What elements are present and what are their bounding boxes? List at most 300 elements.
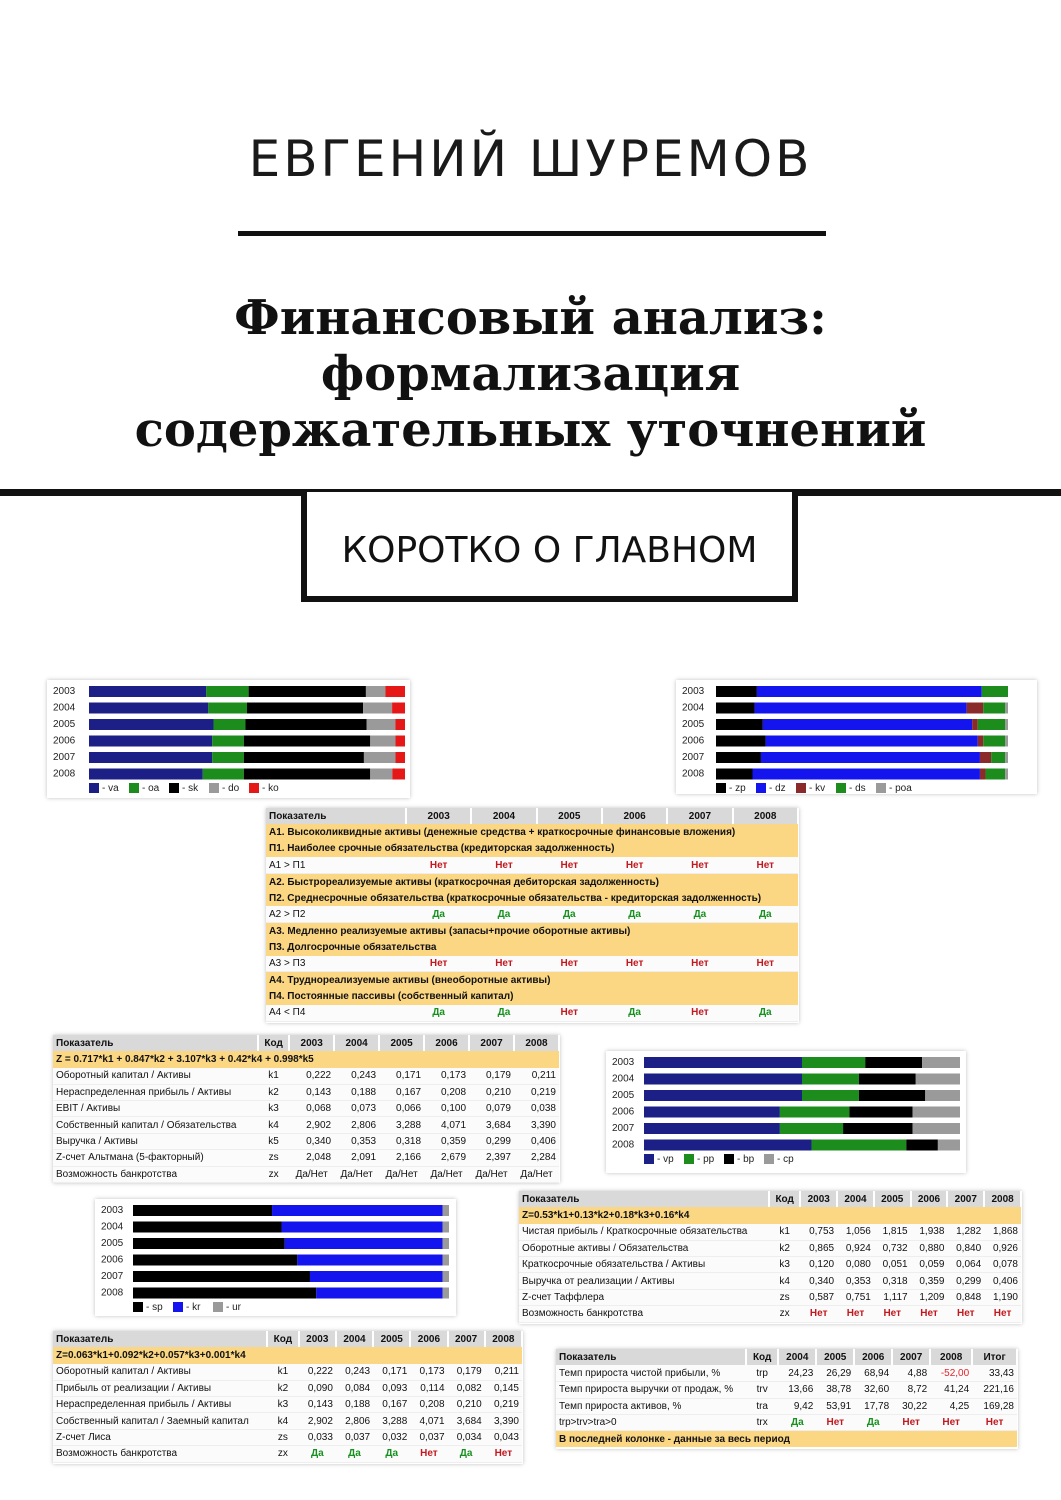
legend-label: - zp — [729, 783, 746, 794]
table-cell: Нет — [984, 1306, 1021, 1322]
bar-segment-vp — [644, 1057, 802, 1068]
table-cell: Выручка от реализации / Активы — [519, 1273, 769, 1289]
table-cell: П3. Долгосрочные обязательства — [266, 939, 798, 955]
column-header: Код — [769, 1191, 800, 1207]
bar-segment-dz — [755, 703, 967, 714]
bar-segment-va — [89, 703, 208, 714]
highlight-row — [556, 1431, 1017, 1447]
table-cell: Нет — [471, 956, 536, 972]
table-header-row — [266, 808, 798, 824]
table-cell: Нет — [406, 857, 471, 873]
table-cell: Темп прироста активов, % — [556, 1398, 746, 1414]
table-cell: 3,288 — [379, 1117, 424, 1133]
table-cell: 0,299 — [469, 1133, 514, 1149]
bar-segment-bp — [859, 1074, 916, 1085]
table-cell: 3,684 — [469, 1117, 514, 1133]
bar-segment-ko — [396, 752, 405, 763]
table-cell: 4,071 — [424, 1117, 469, 1133]
legend-swatch — [249, 783, 259, 793]
table-cell: k1 — [267, 1364, 299, 1380]
table-cell: 2,166 — [379, 1150, 424, 1166]
table-header-row — [53, 1035, 559, 1051]
table-cell: trp>trv>tra>0 — [556, 1415, 746, 1431]
column-header: Код — [746, 1349, 778, 1365]
highlight-row — [266, 923, 798, 939]
table-cell: Нет — [930, 1415, 972, 1431]
table-cell: Нет — [537, 1005, 602, 1021]
liquidity-table-panel — [266, 808, 799, 1023]
bar-segment-oa — [213, 719, 245, 730]
title-line: содержательных уточнений — [134, 402, 927, 458]
bar-segment-zp — [716, 736, 766, 747]
title-line: Финансовый анализ: — [234, 290, 827, 346]
legend-label: - bp — [737, 1154, 755, 1165]
bar-segment-sp — [133, 1271, 310, 1282]
table-cell: Нет — [602, 956, 667, 972]
column-header: 2005 — [373, 1331, 410, 1347]
table-cell: 4,88 — [892, 1365, 930, 1381]
table-cell: k2 — [769, 1240, 800, 1256]
column-header: 2007 — [448, 1331, 485, 1347]
table-cell: 0,865 — [800, 1240, 837, 1256]
bar-segment-ur — [443, 1288, 449, 1299]
bar-segment-kv — [980, 769, 986, 780]
bar-segment-oa — [212, 736, 244, 747]
growth-table — [556, 1349, 1018, 1447]
legend-swatch — [724, 1154, 734, 1164]
highlight-row — [266, 841, 798, 857]
table-cell: 0,033 — [299, 1429, 336, 1445]
table-cell: Оборотный капитал / Активы — [53, 1364, 267, 1380]
bar-segment-do — [370, 736, 395, 747]
legend-label: - oa — [142, 783, 160, 794]
bar-segment-va — [89, 719, 213, 730]
chart-liabilities-structure — [606, 1051, 966, 1173]
table-cell: 0,243 — [336, 1364, 373, 1380]
table-cell: 0,406 — [514, 1133, 559, 1149]
table-cell: 0,587 — [800, 1289, 837, 1305]
table-cell: 0,210 — [448, 1397, 485, 1413]
legend-label: - pp — [697, 1154, 715, 1165]
table-cell: 0,219 — [485, 1397, 522, 1413]
table-row — [53, 1446, 522, 1462]
category-label: 2008 — [101, 1287, 124, 1299]
column-header: 2006 — [911, 1191, 948, 1207]
table-cell: 0,359 — [424, 1133, 469, 1149]
bar-segment-do — [367, 719, 396, 730]
table-cell: Нет — [410, 1446, 447, 1462]
table-row — [519, 1273, 1021, 1289]
title-line: формализация — [320, 346, 741, 402]
bar-segment-vp — [644, 1074, 802, 1085]
table-row — [53, 1413, 522, 1429]
legend-swatch — [644, 1154, 654, 1164]
table-cell: 0,038 — [514, 1101, 559, 1117]
table-cell: 41,24 — [930, 1382, 972, 1398]
table-cell: Да — [602, 1005, 667, 1021]
table-cell: 1,117 — [874, 1289, 911, 1305]
column-header: 2003 — [289, 1035, 334, 1051]
table-row — [53, 1101, 559, 1117]
table-cell: 3,390 — [485, 1413, 522, 1429]
table-cell: 53,91 — [816, 1398, 854, 1414]
table-cell: 1,209 — [911, 1289, 948, 1305]
bar-segment-zp — [716, 686, 757, 697]
bar-segment-ds — [983, 736, 1005, 747]
table-cell: k3 — [769, 1257, 800, 1273]
table-row — [53, 1166, 559, 1182]
table-cell: 0,208 — [424, 1084, 469, 1100]
legend-label: - sk — [182, 783, 199, 794]
bar-segment-vp — [644, 1140, 811, 1151]
table-row — [266, 1005, 798, 1021]
bar-segment-ds — [983, 703, 1005, 714]
category-label: 2008 — [612, 1139, 635, 1151]
column-header: Показатель — [53, 1331, 267, 1347]
table-cell: 0,032 — [373, 1429, 410, 1445]
table-cell: 0,211 — [485, 1364, 522, 1380]
table-cell: Да — [406, 1005, 471, 1021]
table-cell: Да/Нет — [514, 1166, 559, 1182]
lis-table — [53, 1331, 523, 1463]
legend-swatch — [129, 783, 139, 793]
table-cell: Z-счет Альтмана (5-факторный) — [53, 1150, 258, 1166]
table-cell: П1. Наиболее срочные обязательства (кредиторская задолженность) — [266, 841, 798, 857]
bar-segment-oa — [208, 703, 247, 714]
bar-segment-zp — [716, 703, 755, 714]
bar-segment-va — [89, 686, 206, 697]
table-cell: А2 > П2 — [266, 906, 406, 922]
highlight-row — [53, 1051, 559, 1067]
legend-swatch — [173, 1302, 183, 1312]
category-label: 2008 — [53, 768, 76, 780]
table-cell: 0,171 — [373, 1364, 410, 1380]
category-label: 2004 — [682, 702, 705, 714]
bar-segment-pp — [780, 1107, 850, 1118]
bar-segment-do — [366, 686, 386, 697]
bar-segment-kr — [297, 1255, 442, 1266]
taffler-table — [519, 1191, 1022, 1323]
table-cell: 9,42 — [778, 1398, 816, 1414]
legend-swatch — [716, 783, 726, 793]
table-cell: Да — [299, 1446, 336, 1462]
table-cell: 2,902 — [289, 1117, 334, 1133]
table-cell: k4 — [769, 1273, 800, 1289]
category-label: 2004 — [612, 1073, 635, 1085]
bar-segment-vp — [644, 1107, 780, 1118]
bar-segment-oa — [206, 686, 248, 697]
table-cell: trx — [746, 1415, 778, 1431]
table-cell: zx — [769, 1306, 800, 1322]
table-cell: Нет — [471, 857, 536, 873]
column-header: 2004 — [471, 808, 536, 824]
table-cell: 0,179 — [469, 1068, 514, 1084]
table-cell: 0,840 — [947, 1240, 984, 1256]
table-cell: Нет — [837, 1306, 874, 1322]
bar-segment-ur — [443, 1271, 449, 1282]
table-cell: 0,093 — [373, 1380, 410, 1396]
highlight-row — [266, 988, 798, 1004]
column-header: 2004 — [837, 1191, 874, 1207]
table-row — [556, 1415, 1017, 1431]
highlight-row — [266, 972, 798, 988]
table-row — [519, 1224, 1021, 1240]
table-cell: k4 — [258, 1117, 289, 1133]
legend-label: - ur — [226, 1302, 241, 1313]
growth-table-panel — [556, 1349, 1018, 1449]
table-cell: 0,064 — [947, 1257, 984, 1273]
table-cell: Да/Нет — [379, 1166, 424, 1182]
bar-segment-poa — [1005, 719, 1008, 730]
table-cell: Да/Нет — [424, 1166, 469, 1182]
bar-segment-dz — [766, 736, 978, 747]
table-cell: 0,043 — [485, 1429, 522, 1445]
table-cell: А1. Высоколиквидные активы (денежные средства + краткосрочные финансовые вложения) — [266, 824, 798, 840]
bar-segment-vp — [644, 1123, 780, 1134]
table-cell: Нераспределенная прибыль / Активы — [53, 1397, 267, 1413]
column-header: 2005 — [874, 1191, 911, 1207]
table-row — [53, 1380, 522, 1396]
category-label: 2003 — [682, 686, 705, 697]
table-cell: П2. Среднесрочные обязательства (краткосрочные обязательства - кредиторская задолженность) — [266, 890, 798, 906]
legend-label: - poa — [889, 783, 912, 794]
bar-segment-ko — [396, 736, 405, 747]
category-label: 2003 — [612, 1057, 635, 1068]
table-cell: Да — [602, 906, 667, 922]
table-cell: Краткосрочные обязательства / Активы — [519, 1257, 769, 1273]
table-cell: Да — [537, 906, 602, 922]
bar-segment-bp — [906, 1140, 938, 1151]
table-cell: 0,222 — [289, 1068, 334, 1084]
column-header: 2008 — [930, 1349, 972, 1365]
table-row — [266, 906, 798, 922]
bar-segment-va — [89, 769, 203, 780]
table-cell: k3 — [258, 1101, 289, 1117]
legend-label: - ko — [262, 783, 279, 794]
bar-segment-ur — [443, 1205, 449, 1216]
category-label: 2006 — [612, 1106, 635, 1118]
column-header: 2006 — [854, 1349, 892, 1365]
table-cell: А4 < П4 — [266, 1005, 406, 1021]
table-cell: 0,732 — [874, 1240, 911, 1256]
table-cell: 0,145 — [485, 1380, 522, 1396]
table-cell: 0,171 — [379, 1068, 424, 1084]
bar-segment-do — [363, 703, 392, 714]
table-cell: 0,318 — [379, 1133, 424, 1149]
table-cell: Нет — [667, 1005, 732, 1021]
bar-segment-kv — [967, 703, 984, 714]
category-label: 2005 — [101, 1238, 124, 1249]
table-cell: Нет — [602, 857, 667, 873]
legend-swatch — [836, 783, 846, 793]
bar-segment-bp — [859, 1090, 925, 1101]
table-cell: 0,090 — [299, 1380, 336, 1396]
table-row — [266, 956, 798, 972]
table-cell: 24,23 — [778, 1365, 816, 1381]
legend-swatch — [876, 783, 886, 793]
table-cell: Возможность банкротства — [519, 1306, 769, 1322]
category-label: 2005 — [53, 719, 76, 730]
table-cell: Да — [778, 1415, 816, 1431]
altman-table-panel — [53, 1035, 560, 1183]
table-cell: 0,100 — [424, 1101, 469, 1117]
bar-segment-ds — [978, 719, 1006, 730]
bar-segment-vp — [644, 1090, 802, 1101]
highlight-row — [53, 1347, 522, 1363]
author-underline — [238, 231, 826, 236]
table-cell: 0,353 — [837, 1273, 874, 1289]
bar-segment-poa — [1005, 752, 1008, 763]
table-cell: 0,211 — [514, 1068, 559, 1084]
table-cell: Нет — [733, 857, 798, 873]
table-cell: Да — [471, 906, 536, 922]
table-cell: tra — [746, 1398, 778, 1414]
bar-segment-bp — [849, 1107, 912, 1118]
legend-swatch — [213, 1302, 223, 1312]
table-cell: Собственный капитал / Заемный капитал — [53, 1413, 267, 1429]
table-cell: Оборотный капитал / Активы — [53, 1068, 258, 1084]
table-cell: zx — [267, 1446, 299, 1462]
bar-segment-sp — [133, 1238, 285, 1249]
table-cell: 0,173 — [410, 1364, 447, 1380]
legend-swatch — [89, 783, 99, 793]
table-cell: Чистая прибыль / Краткосрочные обязательства — [519, 1224, 769, 1240]
table-cell: 1,938 — [911, 1224, 948, 1240]
table-cell: 0,037 — [410, 1429, 447, 1445]
table-cell: 0,751 — [837, 1289, 874, 1305]
column-header: 2005 — [379, 1035, 424, 1051]
table-cell: Z-счет Таффлера — [519, 1289, 769, 1305]
bar-segment-sk — [244, 769, 370, 780]
table-cell: Нет — [537, 857, 602, 873]
column-header: 2003 — [800, 1191, 837, 1207]
highlight-row — [266, 939, 798, 955]
bar-segment-sp — [133, 1222, 282, 1233]
table-cell: 0,222 — [299, 1364, 336, 1380]
table-cell: Нет — [667, 857, 732, 873]
table-cell: 0,926 — [984, 1240, 1021, 1256]
column-header: 2007 — [947, 1191, 984, 1207]
table-cell: 0,167 — [373, 1397, 410, 1413]
table-cell: trv — [746, 1382, 778, 1398]
table-cell: Прибыль от реализации / Активы — [53, 1380, 267, 1396]
table-cell: Нет — [892, 1415, 930, 1431]
bar-segment-sk — [244, 736, 370, 747]
table-row — [556, 1382, 1017, 1398]
table-cell: zs — [258, 1150, 289, 1166]
table-cell: k5 — [258, 1133, 289, 1149]
bar-segment-ds — [982, 686, 1008, 697]
bar-segment-kr — [272, 1205, 443, 1216]
column-header: Показатель — [519, 1191, 769, 1207]
bar-segment-bp — [843, 1123, 913, 1134]
category-label: 2006 — [53, 735, 76, 747]
table-row — [53, 1117, 559, 1133]
table-cell: Нет — [667, 956, 732, 972]
table-cell: k2 — [258, 1084, 289, 1100]
chart-assets-structure — [47, 680, 410, 798]
column-header: Показатель — [556, 1349, 746, 1365]
bar-segment-pp — [780, 1123, 843, 1134]
table-cell: Нет — [485, 1446, 522, 1462]
bar-segment-ur — [443, 1255, 449, 1266]
legend-label: - ds — [849, 783, 866, 794]
stacked-bar-chart — [606, 1051, 966, 1173]
highlight-row — [266, 890, 798, 906]
book-subtitle: КОРОТКО О ГЛАВНОМ — [341, 530, 758, 571]
table-cell: Собственный капитал / Обязательства — [53, 1117, 258, 1133]
table-header-row — [53, 1331, 522, 1347]
bar-segment-poa — [1005, 736, 1008, 747]
column-header: Код — [258, 1035, 289, 1051]
bar-segment-do — [364, 752, 396, 763]
table-cell: В последней колонке - данные за весь период — [556, 1431, 1017, 1447]
bar-segment-va — [89, 736, 212, 747]
table-cell: Темп прироста выручки от продаж, % — [556, 1382, 746, 1398]
table-cell: 0,243 — [334, 1068, 379, 1084]
table-cell: Z = 0.717*k1 + 0.847*k2 + 3.107*k3 + 0.42*k4 + 0.998*k5 — [53, 1051, 559, 1067]
stacked-bar-chart — [676, 680, 1037, 794]
table-row — [556, 1398, 1017, 1414]
table-cell: Нет — [874, 1306, 911, 1322]
highlight-row — [519, 1207, 1021, 1223]
column-header: 2006 — [602, 808, 667, 824]
category-label: 2007 — [101, 1271, 124, 1282]
table-cell: Нет — [972, 1415, 1017, 1431]
table-cell: 0,353 — [334, 1133, 379, 1149]
bar-segment-dz — [763, 719, 972, 730]
column-header: 2005 — [537, 808, 602, 824]
table-cell: Да — [448, 1446, 485, 1462]
table-row — [519, 1306, 1021, 1322]
table-cell: 0,173 — [424, 1068, 469, 1084]
table-cell: А3 > П3 — [266, 956, 406, 972]
bar-segment-kv — [972, 719, 978, 730]
table-cell: zs — [267, 1429, 299, 1445]
table-row — [53, 1150, 559, 1166]
table-cell: 0,924 — [837, 1240, 874, 1256]
table-cell: 0,340 — [289, 1133, 334, 1149]
bar-segment-oa — [203, 769, 244, 780]
bar-segment-ko — [392, 703, 405, 714]
bar-segment-dz — [753, 769, 980, 780]
bar-segment-kr — [316, 1288, 442, 1299]
bar-segment-ko — [395, 719, 405, 730]
table-row — [519, 1289, 1021, 1305]
table-cell: k2 — [267, 1380, 299, 1396]
table-cell: 0,084 — [336, 1380, 373, 1396]
bar-segment-pp — [802, 1074, 859, 1085]
bar-segment-va — [89, 752, 212, 763]
table-cell: 1,282 — [947, 1224, 984, 1240]
bar-segment-ds — [986, 769, 1006, 780]
altman-table — [53, 1035, 560, 1183]
column-header: Показатель — [53, 1035, 258, 1051]
table-cell: 0,340 — [800, 1273, 837, 1289]
table-cell: trp — [746, 1365, 778, 1381]
table-cell: Да — [733, 1005, 798, 1021]
bar-segment-cp — [916, 1074, 960, 1085]
table-cell: Нет — [816, 1415, 854, 1431]
bar-segment-cp — [913, 1123, 960, 1134]
table-row — [519, 1257, 1021, 1273]
table-cell: Да — [854, 1415, 892, 1431]
bar-segment-cp — [925, 1090, 960, 1101]
table-row — [53, 1364, 522, 1380]
table-cell: 0,143 — [289, 1084, 334, 1100]
bar-segment-sk — [245, 719, 366, 730]
table-cell: 1,815 — [874, 1224, 911, 1240]
